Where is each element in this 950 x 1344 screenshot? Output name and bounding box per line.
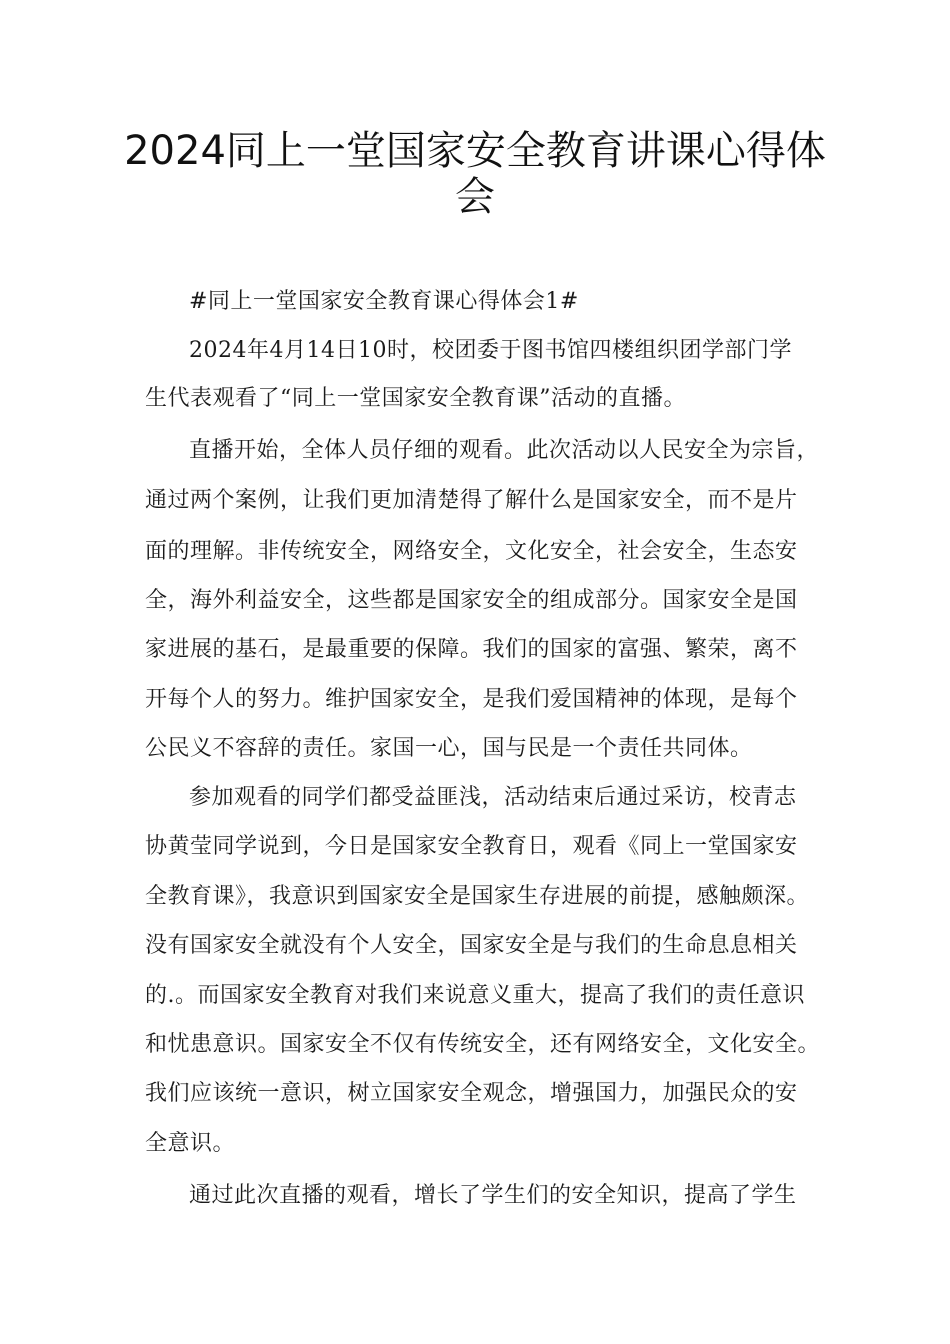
title-line-1: 2024同上一堂国家安全教育讲课心得体: [124, 128, 826, 174]
text-line: 全，海外利益安全，这些都是国家安全的组成部分。国家安全是国: [145, 588, 798, 613]
document-title: [100, 128, 850, 220]
text-line: 公民义不容辞的责任。家国一心，国与民是一个责任共同体。: [145, 736, 753, 761]
text-line: 参加观看的同学们都受益匪浅，活动结束后通过采访，校青志: [189, 785, 797, 810]
text-line: 家进展的基石，是最重要的保障。我们的国家的富强、繁荣，离不: [145, 637, 798, 662]
text-line: #同上一堂国家安全教育课心得体会1#: [189, 289, 579, 314]
text-line: 全教育课》，我意识到国家安全是国家生存进展的前提，感触颇深。: [145, 884, 810, 909]
text-line: 2024年4月14日10时，校团委于图书馆四楼组织团学部门学: [189, 338, 792, 363]
text-line: 生代表观看了“同上一堂国家安全教育课”活动的直播。: [145, 386, 686, 411]
text-line: 没有国家安全就没有个人安全，国家安全是与我们的生命息息相关: [145, 933, 798, 958]
text-line: 直播开始，全体人员仔细的观看。此次活动以人民安全为宗旨，: [189, 438, 820, 463]
text-line: 通过两个案例，让我们更加清楚得了解什么是国家安全，而不是片: [145, 488, 798, 513]
text-line: 协黄莹同学说到，今日是国家安全教育日，观看《同上一堂国家安: [145, 834, 798, 859]
text-line: 全意识。: [145, 1131, 236, 1156]
text-line: 和忧患意识。国家安全不仅有传统安全，还有网络安全，文化安全。: [145, 1032, 821, 1057]
text-line: 我们应该统一意识，树立国家安全观念，增强国力，加强民众的安: [145, 1081, 798, 1106]
text-line: 开每个人的努力。维护国家安全，是我们爱国精神的体现，是每个: [145, 687, 798, 712]
title-line-2: 会: [455, 174, 495, 220]
text-line: 面的理解。非传统安全，网络安全，文化安全，社会安全，生态安: [145, 539, 798, 564]
text-line: 的.。而国家安全教育对我们来说意义重大，提高了我们的责任意识: [145, 983, 805, 1008]
text-line: 通过此次直播的观看，增长了学生们的安全知识，提高了学生: [189, 1183, 797, 1208]
